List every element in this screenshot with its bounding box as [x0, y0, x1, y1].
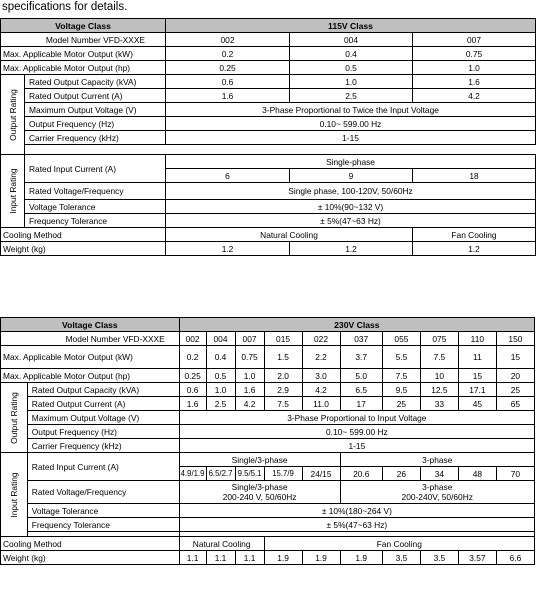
rated-vf-value: Single phase, 100-120V, 50/60Hz [166, 183, 536, 200]
carrier-value: 1-15 [179, 439, 534, 453]
amp-cell: 4.2 [413, 89, 536, 103]
input-rating-label: Input Rating [7, 168, 18, 214]
in-amp-cell: 4.9/1.9 [179, 467, 206, 481]
kw-cell: 11 [458, 346, 496, 369]
model-cell: 002 [166, 33, 290, 47]
maxv-value: 3-Phase Proportional to Twice the Input Voltage [166, 103, 536, 117]
input-rating-label: Input Rating [8, 471, 19, 518]
amp-cell: 1.6 [166, 89, 290, 103]
weight-cell: 1.9 [302, 551, 340, 565]
kva-cell: 1.0 [206, 383, 235, 397]
kw-cell: 0.75 [413, 47, 536, 61]
amp-label: Rated Output Current (A) [25, 89, 166, 103]
rated-vf-a-line2: 200-240 V, 50/60Hz [222, 492, 297, 502]
kw-label: Max. Applicable Motor Output (kW) [1, 346, 180, 369]
model-cell: 037 [340, 332, 382, 346]
hp-label: Max. Applicable Motor Output (hp) [1, 369, 180, 383]
in-amp-cell: 9.5/5.1 [235, 467, 264, 481]
carrier-label: Carrier Frequency (kHz) [25, 131, 166, 145]
hp-cell: 0.25 [166, 61, 290, 75]
hp-cell: 0.5 [206, 369, 235, 383]
output-rating-label: Output Rating [7, 88, 18, 141]
amp-cell: 25 [382, 397, 420, 411]
kva-cell: 0.6 [179, 383, 206, 397]
input-rating-group [1, 453, 28, 537]
spec-table-115v [0, 18, 536, 256]
in-amp-cell: 18 [413, 169, 536, 183]
weight-cell: 1.2 [413, 242, 536, 256]
in-amp-cell: 9 [290, 169, 413, 183]
in-amp-cell: 70 [496, 467, 534, 481]
kva-cell: 2.9 [264, 383, 302, 397]
maxv-value: 3-Phase Proportional to Input Voltage [179, 411, 534, 425]
kw-cell: 3.7 [340, 346, 382, 369]
kva-cell: 4.2 [302, 383, 340, 397]
voltage-class-header: Voltage Class [1, 19, 166, 33]
vtol-value: ± 10%(90~132 V) [166, 200, 536, 214]
output-rating-group [1, 383, 28, 453]
model-label: Model Number VFD-XXXE [1, 332, 180, 346]
model-cell: 007 [235, 332, 264, 346]
freq-label: Output Frequency (Hz) [25, 117, 166, 131]
class-title-header: 115V Class [166, 19, 536, 33]
kw-label: Max. Applicable Motor Output (kW) [1, 47, 166, 61]
hp-cell: 3.0 [302, 369, 340, 383]
ftol-value: ± 5%(47~63 Hz) [166, 214, 536, 228]
weight-label: Weight (kg) [1, 242, 166, 256]
hp-cell: 0.5 [290, 61, 413, 75]
in-amp-cell: 6.5/2.7 [206, 467, 235, 481]
kva-cell: 17.1 [458, 383, 496, 397]
kw-cell: 0.2 [166, 47, 290, 61]
amp-cell: 65 [496, 397, 534, 411]
kw-cell: 2.2 [302, 346, 340, 369]
in-amp-cell: 48 [458, 467, 496, 481]
in-amp-cell: 20.6 [340, 467, 382, 481]
model-cell: 015 [264, 332, 302, 346]
rated-vf-a-line1: Single/3-phase [231, 482, 288, 492]
model-cell: 004 [290, 33, 413, 47]
cooling-label: Cooling Method [1, 228, 166, 242]
kw-cell: 1.5 [264, 346, 302, 369]
cooling-fan: Fan Cooling [264, 537, 534, 551]
weight-cell: 3.5 [382, 551, 420, 565]
hp-cell: 15 [458, 369, 496, 383]
weight-cell: 1.2 [290, 242, 413, 256]
vtol-value: ± 10%(180~264 V) [179, 504, 534, 518]
in-amp-cell: 15.7/9 [264, 467, 302, 481]
rated-vf-label: Rated Voltage/Frequency [25, 183, 166, 200]
kva-label: Rated Output Capacity (kVA) [27, 383, 179, 397]
freq-label: Output Frequency (Hz) [27, 425, 179, 439]
kva-cell: 1.6 [235, 383, 264, 397]
vtol-label: Voltage Tolerance [27, 504, 179, 518]
output-rating-label: Output Rating [8, 391, 19, 444]
kw-cell: 0.4 [206, 346, 235, 369]
hp-cell: 10 [420, 369, 458, 383]
kva-cell: 1.6 [413, 75, 536, 89]
amp-label: Rated Output Current (A) [27, 397, 179, 411]
freq-value: 0.10~ 599.00 Hz [179, 425, 534, 439]
weight-cell: 1.9 [340, 551, 382, 565]
in-phase-value: Single-phase [166, 155, 536, 169]
kw-cell: 0.4 [290, 47, 413, 61]
model-cell: 075 [420, 332, 458, 346]
weight-cell: 3.57 [458, 551, 496, 565]
weight-cell: 1.1 [206, 551, 235, 565]
rated-vf-b-line2: 200-240V, 50/60Hz [401, 492, 473, 502]
weight-cell: 1.1 [235, 551, 264, 565]
model-cell: 150 [496, 332, 534, 346]
kw-cell: 15 [496, 346, 534, 369]
cooling-fan: Fan Cooling [413, 228, 536, 242]
in-amp-cell: 6 [166, 169, 290, 183]
amp-cell: 45 [458, 397, 496, 411]
carrier-value: 1-15 [166, 131, 536, 145]
voltage-class-header: Voltage Class [1, 318, 180, 332]
in-amp-label: Rated Input Current (A) [25, 155, 166, 183]
amp-cell: 33 [420, 397, 458, 411]
model-cell: 007 [413, 33, 536, 47]
hp-cell: 7.5 [382, 369, 420, 383]
input-rating-group [1, 155, 25, 228]
carrier-label: Carrier Frequency (kHz) [27, 439, 179, 453]
model-cell: 002 [179, 332, 206, 346]
hp-cell: 0.25 [179, 369, 206, 383]
kw-cell: 0.75 [235, 346, 264, 369]
model-cell: 004 [206, 332, 235, 346]
amp-cell: 2.5 [290, 89, 413, 103]
caption-text: specifications for details. [2, 1, 128, 13]
spec-table-230v [0, 317, 535, 565]
weight-cell: 1.2 [166, 242, 290, 256]
hp-cell: 1.0 [235, 369, 264, 383]
kw-cell: 7.5 [420, 346, 458, 369]
amp-cell: 17 [340, 397, 382, 411]
kva-cell: 25 [496, 383, 534, 397]
class-title-header: 230V Class [179, 318, 534, 332]
weight-cell: 3.5 [420, 551, 458, 565]
hp-cell: 2.0 [264, 369, 302, 383]
amp-cell: 7.5 [264, 397, 302, 411]
freq-value: 0.10~ 599.00 Hz [166, 117, 536, 131]
rated-vf-label: Rated Voltage/Frequency [27, 481, 179, 504]
in-amp-cell: 24/15 [302, 467, 340, 481]
cooling-natural: Natural Cooling [166, 228, 413, 242]
output-rating-group [1, 75, 25, 155]
ftol-label: Frequency Tolerance [27, 518, 179, 532]
rated-vf-a [179, 481, 340, 504]
ftol-label: Frequency Tolerance [25, 214, 166, 228]
weight-cell: 1.1 [179, 551, 206, 565]
kva-cell: 1.0 [290, 75, 413, 89]
in-amp-cell: 34 [420, 467, 458, 481]
in-phase-a: Single/3-phase [179, 453, 340, 467]
in-amp-cell: 26 [382, 467, 420, 481]
kva-label: Rated Output Capacity (kVA) [25, 75, 166, 89]
model-cell: 110 [458, 332, 496, 346]
weight-cell: 1.9 [264, 551, 302, 565]
kva-cell: 9.5 [382, 383, 420, 397]
rated-vf-b-line1: 3-phase [422, 482, 453, 492]
amp-cell: 2.5 [206, 397, 235, 411]
amp-cell: 11.0 [302, 397, 340, 411]
vtol-label: Voltage Tolerance [25, 200, 166, 214]
rated-vf-b [340, 481, 535, 504]
hp-cell: 20 [496, 369, 534, 383]
hp-label: Max. Applicable Motor Output (hp) [1, 61, 166, 75]
kw-cell: 5.5 [382, 346, 420, 369]
ftol-value: ± 5%(47~63 Hz) [179, 518, 534, 532]
cooling-label: Cooling Method [1, 537, 180, 551]
kva-cell: 6.5 [340, 383, 382, 397]
weight-label: Weight (kg) [1, 551, 180, 565]
maxv-label: Maximum Output Voltage (V) [25, 103, 166, 117]
maxv-label: Maximum Output Voltage (V) [27, 411, 179, 425]
model-cell: 055 [382, 332, 420, 346]
amp-cell: 1.6 [179, 397, 206, 411]
kva-cell: 12.5 [420, 383, 458, 397]
amp-cell: 4.2 [235, 397, 264, 411]
model-label: Model Number VFD-XXXE [1, 33, 166, 47]
model-cell: 022 [302, 332, 340, 346]
hp-cell: 1.0 [413, 61, 536, 75]
hp-cell: 5.0 [340, 369, 382, 383]
in-amp-label: Rated Input Current (A) [27, 453, 179, 481]
weight-cell: 6.6 [496, 551, 534, 565]
kw-cell: 0.2 [179, 346, 206, 369]
cooling-natural: Natural Cooling [179, 537, 264, 551]
in-phase-b: 3-phase [340, 453, 535, 467]
kva-cell: 0.6 [166, 75, 290, 89]
